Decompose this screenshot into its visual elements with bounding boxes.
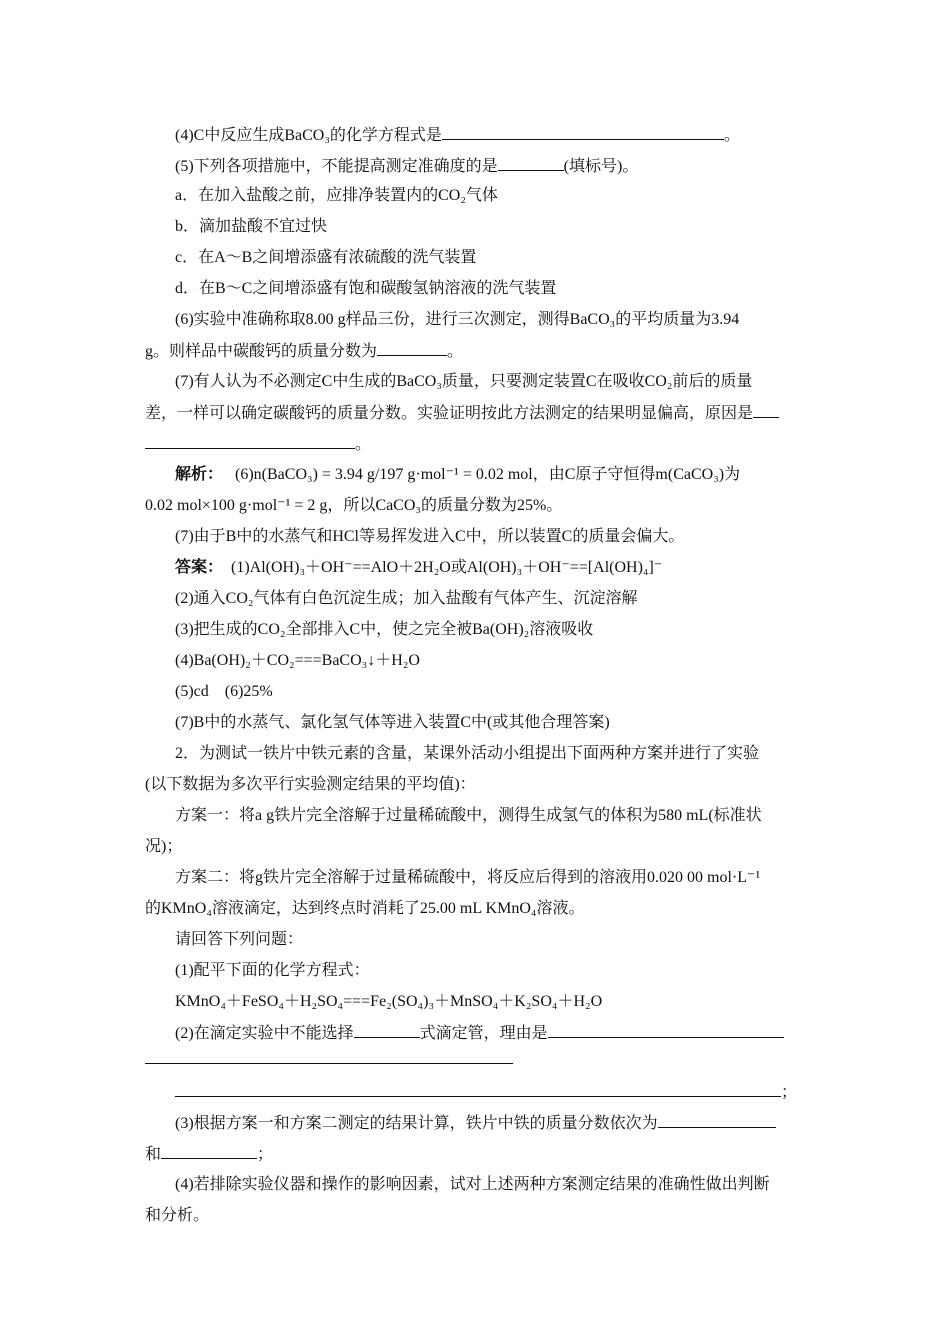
p2-q3-line-1: (3)根据方案一和方案二测定的结果计算，铁片中铁的质量分数依次为 bbox=[175, 1113, 776, 1134]
answer-blank[interactable] bbox=[498, 156, 564, 171]
p2-q1-line: (1)配平下面的化学方程式： bbox=[175, 962, 370, 979]
q4-line: (4)C中反应生成BaCO₃的化学方程式是 。 bbox=[175, 127, 740, 144]
q7-line-1: (7)有人认为不必测定C中生成的BaCO₃质量，只要测定装置C在吸收CO₂前后的质量 bbox=[175, 373, 753, 390]
plan1-line-2: 况)； bbox=[145, 838, 183, 855]
answer-blank[interactable] bbox=[145, 1049, 513, 1064]
ask-line: 请回答下列问题： bbox=[175, 931, 304, 948]
answer-blank[interactable] bbox=[377, 341, 447, 356]
p2-q3-line-2: 和 ； bbox=[145, 1146, 274, 1163]
problem2-line-1: 2．为测试一铁片中铁元素的含量，某课外活动小组提出下面两种方案并进行了实验 bbox=[175, 745, 760, 762]
option-a: a．在加入盐酸之前，应排净装置内的CO₂气体 bbox=[175, 187, 498, 204]
answer-blank[interactable] bbox=[658, 1113, 776, 1128]
answer-blank[interactable] bbox=[442, 125, 724, 140]
answer-line-3: (3)把生成的CO₂全部排入C中，使之完全被Ba(OH)₂溶液吸收 bbox=[175, 621, 594, 638]
analysis-line-3: (7)由于B中的水蒸气和HCl等易挥发进入C中，所以装置C的质量会偏大。 bbox=[175, 528, 685, 545]
answer-line-2: (2)通入CO₂气体有白色沉淀生成；加入盐酸有气体产生、沉淀溶解 bbox=[175, 590, 638, 607]
answer-blank[interactable] bbox=[548, 1023, 784, 1038]
answer-blank[interactable] bbox=[753, 403, 779, 418]
analysis-line-1: 解析： (6)n(BaCO₃) = 3.94 g/197 g·mol⁻¹ = 0.02 mol，由C原子守恒得m(CaCO₃)为 bbox=[175, 466, 741, 483]
p2-q4-line-2: 和分析。 bbox=[145, 1207, 210, 1224]
analysis-label: 解析： bbox=[175, 466, 224, 483]
p2-equation: KMnO₄＋FeSO₄＋H₂SO₄===Fe₂(SO₄)₃＋MnSO₄＋K₂SO₄＋H₂O bbox=[175, 993, 603, 1010]
q7-line-3: 。 bbox=[145, 434, 371, 455]
answer-label: 答案： bbox=[175, 559, 224, 576]
plan2-line-2: 的KMnO₄溶液滴定，达到终点时消耗了25.00 mL KMnO₄溶液。 bbox=[145, 900, 585, 917]
p2-q4-line-1: (4)若排除实验仪器和操作的影响因素，试对上述两种方案测定结果的准确性做出判断 bbox=[175, 1176, 770, 1193]
p2-q2-line: (2)在滴定实验中不能选择 式滴定管，理由是 bbox=[175, 1023, 784, 1044]
answer-blank[interactable] bbox=[145, 434, 355, 449]
answer-blank[interactable] bbox=[354, 1023, 420, 1038]
option-c: c．在A～B之间增添盛有浓硫酸的洗气装置 bbox=[175, 249, 477, 266]
answer-blank[interactable] bbox=[175, 1082, 781, 1097]
p2-q2-line-2 bbox=[145, 1049, 513, 1070]
answer-line-1: 答案： (1)Al(OH)₃＋OH⁻==AlO＋2H₂O或Al(OH)₃＋OH⁻==[Al(OH)₄]⁻ bbox=[175, 559, 663, 576]
p2-q2-line-3: ； bbox=[175, 1082, 797, 1103]
analysis-line-2: 0.02 mol×100 g·mol⁻¹ = 2 g，所以CaCO₃的质量分数为25%。 bbox=[145, 497, 563, 514]
answer-line-5: (5)cd (6)25% bbox=[175, 683, 273, 700]
q7-line-2: 差，一样可以确定碳酸钙的质量分数。实验证明按此方法测定的结果明显偏高，原因是 bbox=[145, 403, 779, 424]
answer-line-7: (7)B中的水蒸气、氯化氢气体等进入装置C中(或其他合理答案) bbox=[175, 714, 610, 731]
q6-line-2: g。则样品中碳酸钙的质量分数为 。 bbox=[145, 343, 464, 360]
answer-line-4: (4)Ba(OH)₂＋CO₂===BaCO₃↓＋H₂O bbox=[175, 652, 420, 669]
q5-line: (5)下列各项措施中，不能提高测定准确度的是 (填标号)。 bbox=[175, 158, 639, 175]
q6-line-1: (6)实验中准确称取8.00 g样品三份，进行三次测定，测得BaCO₃的平均质量为3.94 bbox=[175, 311, 740, 328]
answer-blank[interactable] bbox=[161, 1144, 257, 1159]
option-d: d．在B～C之间增添盛有饱和碳酸氢钠溶液的洗气装置 bbox=[175, 280, 557, 297]
problem2-line-2: (以下数据为多次平行实验测定结果的平均值)： bbox=[145, 776, 476, 793]
plan2-line-1: 方案二：将g铁片完全溶解于过量稀硫酸中，将反应后得到的溶液用0.020 00 mol·L⁻¹ bbox=[175, 869, 761, 886]
option-b: b．滴加盐酸不宜过快 bbox=[175, 218, 328, 235]
plan1-line-1: 方案一：将a g铁片完全溶解于过量稀硫酸中，测得生成氢气的体积为580 mL(标准状 bbox=[175, 807, 762, 824]
